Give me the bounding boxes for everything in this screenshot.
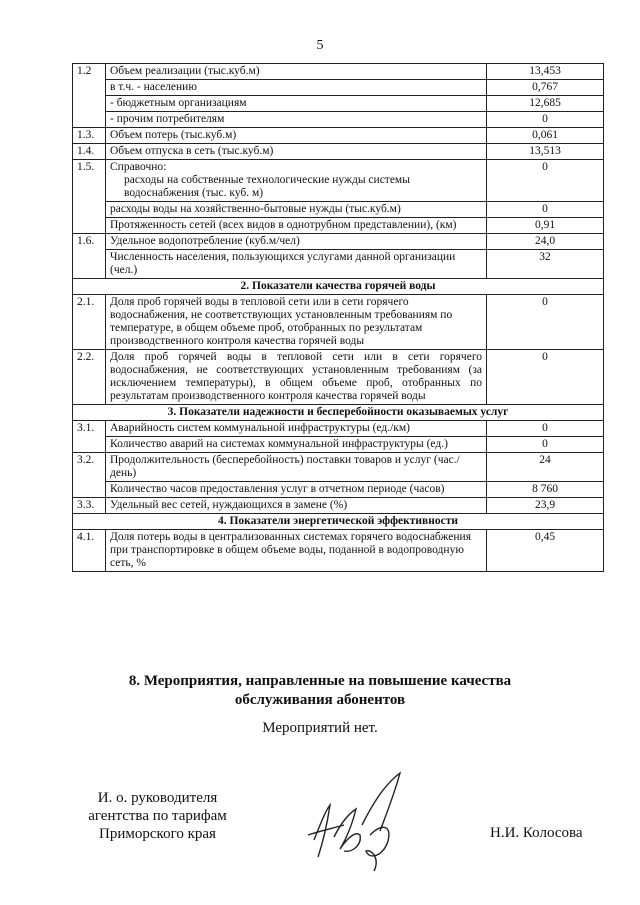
table-row xyxy=(73,80,604,96)
row-label: в т.ч. - населению xyxy=(106,80,487,96)
row-value: 0,767 xyxy=(487,80,604,96)
section-title: 2. Показатели качества горячей воды xyxy=(73,279,604,295)
position-line: Приморского края xyxy=(99,826,216,842)
row-label: Доля проб горячей воды в тепловой сети или в сети горячего водоснабжения, не соответствующих установленным требованиям по температуре, в общем объеме проб, отобранных по результатам производственного контроля качества горячей воды xyxy=(106,295,487,350)
row-number: 2.2. xyxy=(73,350,106,405)
section8-text: Мероприятий нет. xyxy=(262,720,378,736)
row-value: 13,513 xyxy=(487,144,604,160)
row-number: 1.4. xyxy=(73,144,106,160)
table-row xyxy=(73,421,604,437)
row-label: Доля проб горячей воды в тепловой сети или в сети горячего водоснабжения, не соответствующих установленным требованиям (за исключением температуры), в общем объеме проб, отобранных по результатам производственного контроля качества горячей воды xyxy=(106,350,487,405)
table-row xyxy=(73,160,604,202)
row-label-group xyxy=(106,160,487,202)
table-row xyxy=(73,482,604,498)
signatory-position xyxy=(60,789,255,843)
row-label: Объем реализации (тыс.куб.м) xyxy=(106,64,487,80)
position-line: агентства по тарифам xyxy=(88,808,227,824)
row-number: 4.1. xyxy=(73,530,106,572)
row-value: 0 xyxy=(487,160,604,202)
table-row xyxy=(73,234,604,250)
row-sublabel: расходы на собственные технологические нужды системы водоснабжения (тыс. куб. м) xyxy=(124,174,410,199)
row-value: 0 xyxy=(487,112,604,128)
table-row xyxy=(73,96,604,112)
row-label: Удельное водопотребление (куб.м/чел) xyxy=(106,234,487,250)
table-row xyxy=(73,250,604,279)
row-label: Удельный вес сетей, нуждающихся в замене (%) xyxy=(106,498,487,514)
handwritten-signature xyxy=(300,765,430,875)
table-row xyxy=(73,498,604,514)
position-line: И. о. руководителя xyxy=(97,790,218,806)
row-label: Аварийность систем коммунальной инфраструктуры (ед./км) xyxy=(106,421,487,437)
section8-title-line2: обслуживания абонентов xyxy=(234,692,406,708)
section8-title-line1: 8. Мероприятия, направленные на повышение качества xyxy=(128,673,512,689)
row-value: 0 xyxy=(487,202,604,218)
row-value: 0 xyxy=(487,350,604,405)
row-label: Объем потерь (тыс.куб.м) xyxy=(106,128,487,144)
row-label: - бюджетным организациям xyxy=(106,96,487,112)
indicators-table xyxy=(72,63,604,572)
table-row xyxy=(73,144,604,160)
section-header-row xyxy=(73,279,604,295)
row-label: Количество аварий на системах коммунальной инфраструктуры (ед.) xyxy=(106,437,487,453)
row-number: 2.1. xyxy=(73,295,106,350)
row-value: 0,45 xyxy=(487,530,604,572)
row-value: 0 xyxy=(487,421,604,437)
row-number: 1.3. xyxy=(73,128,106,144)
signatory-name: Н.И. Колосова xyxy=(490,825,583,841)
table-row xyxy=(73,295,604,350)
row-number: 3.1. xyxy=(73,421,106,453)
row-value: 12,685 xyxy=(487,96,604,112)
table-row xyxy=(73,530,604,572)
row-value: 23,9 xyxy=(487,498,604,514)
row-label: Продолжительность (бесперебойность) поставки товаров и услуг (час./день) xyxy=(106,453,487,482)
table-row xyxy=(73,453,604,482)
row-number: 1.5. xyxy=(73,160,106,234)
row-value: 24 xyxy=(487,453,604,482)
row-value: 0 xyxy=(487,437,604,453)
row-value: 0,061 xyxy=(487,128,604,144)
section8-heading xyxy=(0,672,640,710)
section-header-row xyxy=(73,514,604,530)
table-row xyxy=(73,350,604,405)
table-row xyxy=(73,202,604,218)
row-number: 3.2. xyxy=(73,453,106,498)
table-row xyxy=(73,437,604,453)
row-value: 8 760 xyxy=(487,482,604,498)
row-label: Доля потерь воды в централизованных системах горячего водоснабжения при транспортировке в общем объеме воды, поданной в водопроводную сеть, % xyxy=(106,530,487,572)
row-label: Численность населения, пользующихся услугами данной организации (чел.) xyxy=(106,250,487,279)
row-value: 0,91 xyxy=(487,218,604,234)
row-value: 24,0 xyxy=(487,234,604,250)
table-row xyxy=(73,128,604,144)
section-header-row xyxy=(73,405,604,421)
row-label: Объем отпуска в сеть (тыс.куб.м) xyxy=(106,144,487,160)
row-label: Количество часов предоставления услуг в отчетном периоде (часов) xyxy=(106,482,487,498)
table-row xyxy=(73,112,604,128)
row-number: 3.3. xyxy=(73,498,106,514)
row-label: Справочно: xyxy=(110,161,167,173)
row-label: расходы воды на хозяйственно-бытовые нужды (тыс.куб.м) xyxy=(106,202,487,218)
section-title: 4. Показатели энергетической эффективности xyxy=(73,514,604,530)
section-title: 3. Показатели надежности и бесперебойности оказываемых услуг xyxy=(73,405,604,421)
table-row xyxy=(73,218,604,234)
row-label: - прочим потребителям xyxy=(106,112,487,128)
row-label: Протяженность сетей (всех видов в однотрубном представлении), (км) xyxy=(106,218,487,234)
row-value: 13,453 xyxy=(487,64,604,80)
row-number: 1.2 xyxy=(73,64,106,128)
row-value: 0 xyxy=(487,295,604,350)
row-number: 1.6. xyxy=(73,234,106,279)
table-row xyxy=(73,64,604,80)
row-value: 32 xyxy=(487,250,604,279)
page-number: 5 xyxy=(316,38,324,53)
